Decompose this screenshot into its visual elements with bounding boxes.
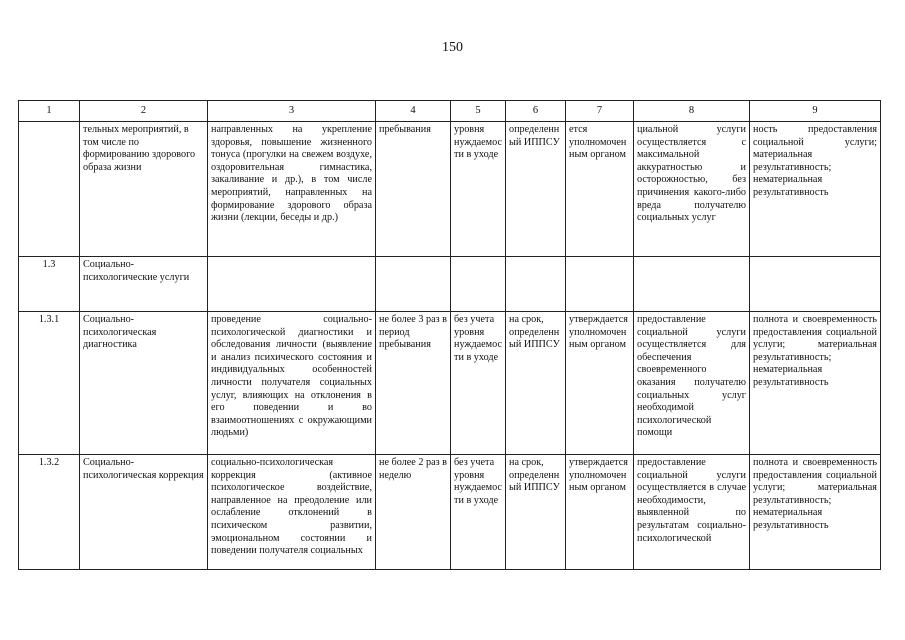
page-number: 150	[442, 40, 463, 55]
standard-cell: утверждается уполномоченным органом	[566, 312, 634, 455]
service-name-cell: Социально-психологическая коррекция	[80, 455, 208, 570]
care-level-cell	[451, 257, 506, 312]
service-name-cell: тельных мероприятий, в том числе по формированию здорового образа жизни	[80, 122, 208, 257]
header-cell: 6	[506, 101, 566, 122]
conditions-cell	[634, 257, 750, 312]
table-row	[19, 257, 881, 312]
frequency-cell	[376, 257, 451, 312]
care-level-cell: без учета уровня нуждаемости в уходе	[451, 312, 506, 455]
indicators-cell: ность предоставления социальной услуги; материальная результативность; нематериальная результативность	[750, 122, 881, 257]
services-table	[18, 100, 881, 570]
item-number-cell	[19, 122, 80, 257]
term-cell: на срок, определенный ИППСУ	[506, 312, 566, 455]
service-description-cell: социально-психологическая коррекция (активное психологическое воздействие, направленное на преодоление или ослабление отклонений в психическом развитии, эмоциональном состоянии и поведении получателя социальных	[208, 455, 376, 570]
service-name-cell: Социально-психологические услуги	[80, 257, 208, 312]
conditions-cell: циальной услуги осуществляется с максимальной аккуратностью и осторожностью, без причинения какого-либо вреда получателю социальных услуг	[634, 122, 750, 257]
table-row	[19, 455, 881, 570]
service-description-cell: направленных на укрепление здоровья, повышение жизненного тонуса (прогулки на свежем воздухе, оздоровительная гимнастика, закаливание и др.), в том числе мероприятий, направленных на формирование здорового образа жизни (лекции, беседы и др.)	[208, 122, 376, 257]
header-cell: 5	[451, 101, 506, 122]
item-number-cell: 1.3.1	[19, 312, 80, 455]
table-header-row	[19, 101, 881, 122]
standard-cell: утверждается уполномоченным органом	[566, 455, 634, 570]
header-cell: 8	[634, 101, 750, 122]
care-level-cell: без учета уровня нуждаемости в уходе	[451, 455, 506, 570]
service-description-cell	[208, 257, 376, 312]
indicators-cell: полнота и своевременность предоставления социальной услуги; материальная результативность; нематериальная результативность	[750, 312, 881, 455]
header-cell: 9	[750, 101, 881, 122]
table-row	[19, 312, 881, 455]
item-number-cell: 1.3.2	[19, 455, 80, 570]
standard-cell: ется уполномоченным органом	[566, 122, 634, 257]
header-cell: 3	[208, 101, 376, 122]
frequency-cell: пребывания	[376, 122, 451, 257]
frequency-cell: не более 3 раз в период пребывания	[376, 312, 451, 455]
frequency-cell: не более 2 раз в неделю	[376, 455, 451, 570]
service-name-cell: Социально-психологическая диагностика	[80, 312, 208, 455]
item-number-cell: 1.3	[19, 257, 80, 312]
term-cell	[506, 257, 566, 312]
term-cell: определенный ИППСУ	[506, 122, 566, 257]
standard-cell	[566, 257, 634, 312]
header-cell: 2	[80, 101, 208, 122]
header-cell: 4	[376, 101, 451, 122]
conditions-cell: предоставление социальной услуги осуществляется для обеспечения своевременного оказания получателю социальных услуг необходимой психологической помощи	[634, 312, 750, 455]
table-row	[19, 122, 881, 257]
header-cell: 7	[566, 101, 634, 122]
header-cell: 1	[19, 101, 80, 122]
term-cell: на срок, определенный ИППСУ	[506, 455, 566, 570]
indicators-cell	[750, 257, 881, 312]
conditions-cell: предоставление социальной услуги осуществляется в случае необходимости, выявленной по результатам социально-психологической	[634, 455, 750, 570]
service-description-cell: проведение социально-психологической диагностики и обследования личности (выявление и анализ психического состояния и индивидуальных особенностей личности получателя социальных услуг, влияющих на отклонения в его поведении и во взаимоотношениях с окружающими людьми)	[208, 312, 376, 455]
care-level-cell: уровня нуждаемости в уходе	[451, 122, 506, 257]
indicators-cell: полнота и своевременность предоставления социальной услуги; материальная результативность; нематериальная результативность	[750, 455, 881, 570]
